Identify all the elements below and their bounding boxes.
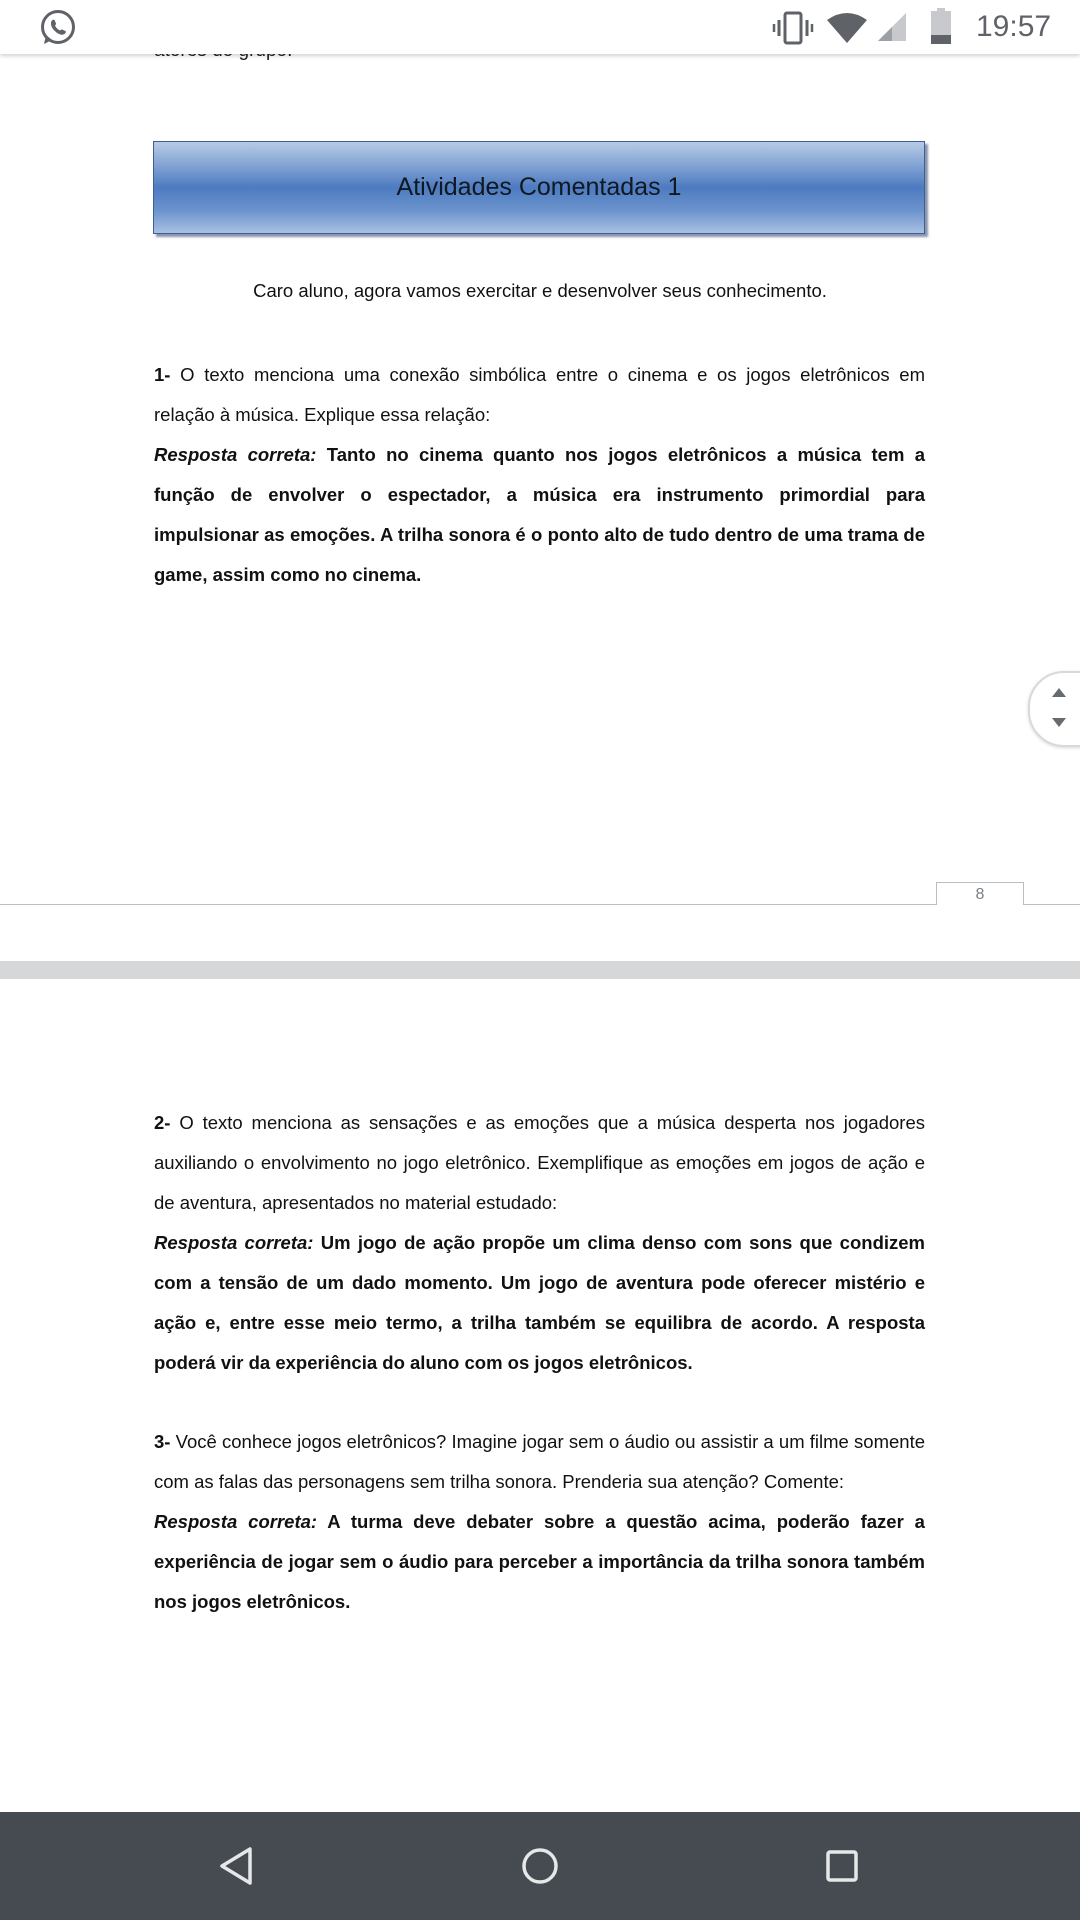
answer-body: A turma deve debater sobre a questão acima, poderão fazer a experiência de jogar sem o áudio para perceber a importância da trilha sonora também nos jogos eletrônicos. [154,1511,925,1612]
question-number: 2- [154,1112,171,1133]
navigation-bar [0,1812,1080,1920]
answer-label: Resposta correta: [154,1232,314,1253]
whatsapp-icon[interactable] [38,8,78,48]
answer [154,435,925,595]
arrow-down-icon [1052,718,1066,727]
home-icon[interactable] [510,1836,570,1896]
question-number: 3- [154,1431,171,1452]
question-body: O texto menciona uma conexão simbólica entre o cinema e os jogos eletrônicos em relação à música. Explique essa relação: [154,364,926,425]
answer-body: Tanto no cinema quanto nos jogos eletrônicos a música tem a função de envolver o espectador, a música era instrumento primordial para impulsionar as emoções. A trilha sonora é o ponto alto de tudo dentro de uma trama de game, assim como no cinema. [154,444,925,585]
intro-text: Caro aluno, agora vamos exercitar e desenvolver seus conhecimento. [253,280,827,301]
question-text [154,1103,925,1223]
question-text [154,1422,925,1502]
page-separator [0,961,1080,979]
section-title-box [153,141,925,234]
question-body: O texto menciona as sensações e as emoções que a música desperta nos jogadores auxiliando o envolvimento no jogo eletrônico. Exemplifique as emoções em jogos de ação e de aventura, apresentados no material estudado: [154,1112,925,1213]
question-text [154,355,925,435]
question-body: Você conhece jogos eletrônicos? Imagine jogar sem o áudio ou assistir a um filme somente com as falas das personagens sem trilha sonora. Prenderia sua atenção? Comente: [154,1431,925,1492]
wifi-icon [826,12,868,44]
section-title: Atividades Comentadas 1 [396,173,682,201]
question-number: 1- [154,364,171,385]
recents-icon[interactable] [812,1836,872,1896]
question-1 [154,355,925,595]
vibrate-icon [772,10,814,46]
page-number: 8 [936,882,1024,905]
answer [154,1502,925,1622]
battery-icon [930,8,952,44]
clock: 19:57 [976,10,1052,43]
status-bar [0,0,1080,54]
back-icon[interactable] [206,1836,266,1896]
scroll-arrows-icon [1030,673,1080,745]
arrow-up-icon [1052,688,1066,697]
answer-label: Resposta correta: [154,444,317,465]
signal-icon [876,12,908,42]
page-footer-line [0,904,1080,905]
fast-scroll-handle[interactable] [1028,671,1080,747]
question-3 [154,1422,925,1622]
answer-body: Um jogo de ação propõe um clima denso com sons que condizem com a tensão de um dado momento. Um jogo de aventura pode oferecer mistério e ação e, entre esse meio termo, a trilha também se equilibra de acordo. A resposta poderá vir da experiência do aluno com os jogos eletrônicos. [154,1232,926,1373]
answer-label: Resposta correta: [154,1511,318,1532]
question-2 [154,1103,925,1383]
answer [154,1223,925,1383]
